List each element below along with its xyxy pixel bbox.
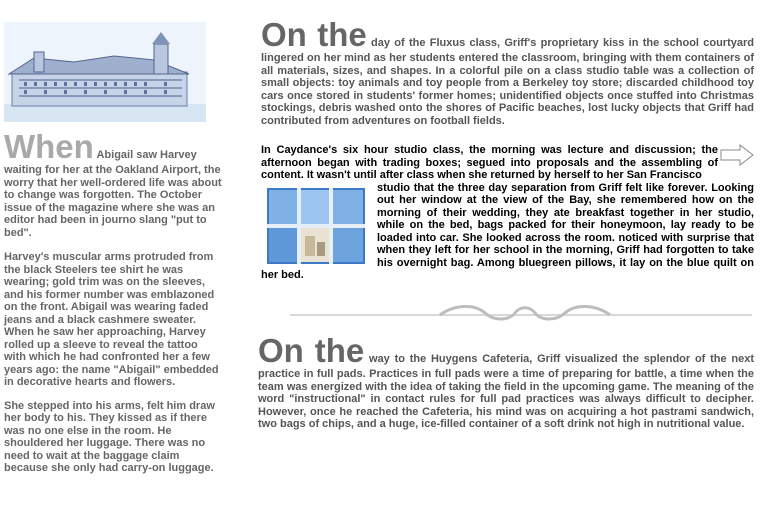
ornament-divider (290, 304, 752, 324)
left-lead-text: Abigail saw Harvey waiting for her at the Oakland Airport, the worry that her well-ordered life was about to change was forgotten. The October issue of the magazine where she was an editor had been in journo slang "put to bed". (4, 149, 222, 239)
section-caydance (261, 144, 754, 282)
hotel-image (4, 22, 206, 122)
when-heading: When (4, 128, 94, 165)
section2-body: studio that the three day separation from Griff felt like forever. Looking out her window at the view of the Bay, she remembered how on the morning of their wedding, they ate breakfast together in her studio, while on the bed, bags packed for their honeymoon, lay ready to be loaded into car. She looked across the room. noticed with surprise that when they left for her school in the morning, Griff had forgotten to take his overnight bag. Among bluegreen pillows, it lay on the blue quilt on her bed. (261, 181, 754, 281)
section-fluxus (261, 18, 754, 127)
left-paragraph-2: Harvey's muscular arms protruded from the black Steelers tee shirt he was wearing; gold trim was on the sleeves, and his former number was emblazoned on the front. Abigail was wearing faded jeans and a black cashmere sweater. When he saw her approaching, Harvey rolled up a sleeve to reveal the tattoo with which he had confronted her a few years ago: the name "Abigail" embedded in decorative hearts and flowers. (4, 251, 219, 388)
window-view-image (261, 186, 371, 266)
section1-text: day of the Fluxus class, Griff's proprietary kiss in the school courtyard lingered on her mind as her students entered the classroom, bringing with them containers of all materials, sizes, and shapes. In a colorful pile on a class studio table was a collection of small objects: toy animals and toy people from a Berkeley toy store; discarded childhood toy cars once stored in students' former homes; unidentified objects once stuffed into Christmas stockings, debris washed onto the shores of Pacific beaches, lost lucky objects that Griff had contributed from adventures on football fields. (261, 37, 754, 127)
section3-heading: On the (258, 332, 365, 369)
left-paragraph-3: She stepped into his arms, felt him draw her body to his. They kissed as if there was no one else in the room. He shouldered her luggage. There was no need to wait at the baggage claim because she only had carry-on luggage. (4, 399, 215, 474)
left-column (4, 130, 222, 486)
section3-text: way to the Huygens Cafeteria, Griff visualized the splendor of the next practice in full pads. Practices in full pads were a time of preparing for battle, a time when the team was energized with the idea of taking the field in the upcoming game. The meaning of the word "instructional" in contact rules for full pad practices was always difficult to decipher. However, once he reached the Cafeteria, his mind was on acquiring a hot pastrami sandwich, two bags of chips, and a huge, ice-filled container of a soft drink not high in nutritional value. (258, 353, 754, 430)
section1-heading: On the (261, 16, 367, 53)
section2-intro: In Caydance's six hour studio class, the morning was lecture and discussion; the afternoon began with trading boxes; segued into proposals and the assembling of content. It wasn't until after class when she returned by herself to her San Francisco (261, 144, 718, 181)
section-huygens (258, 334, 754, 431)
